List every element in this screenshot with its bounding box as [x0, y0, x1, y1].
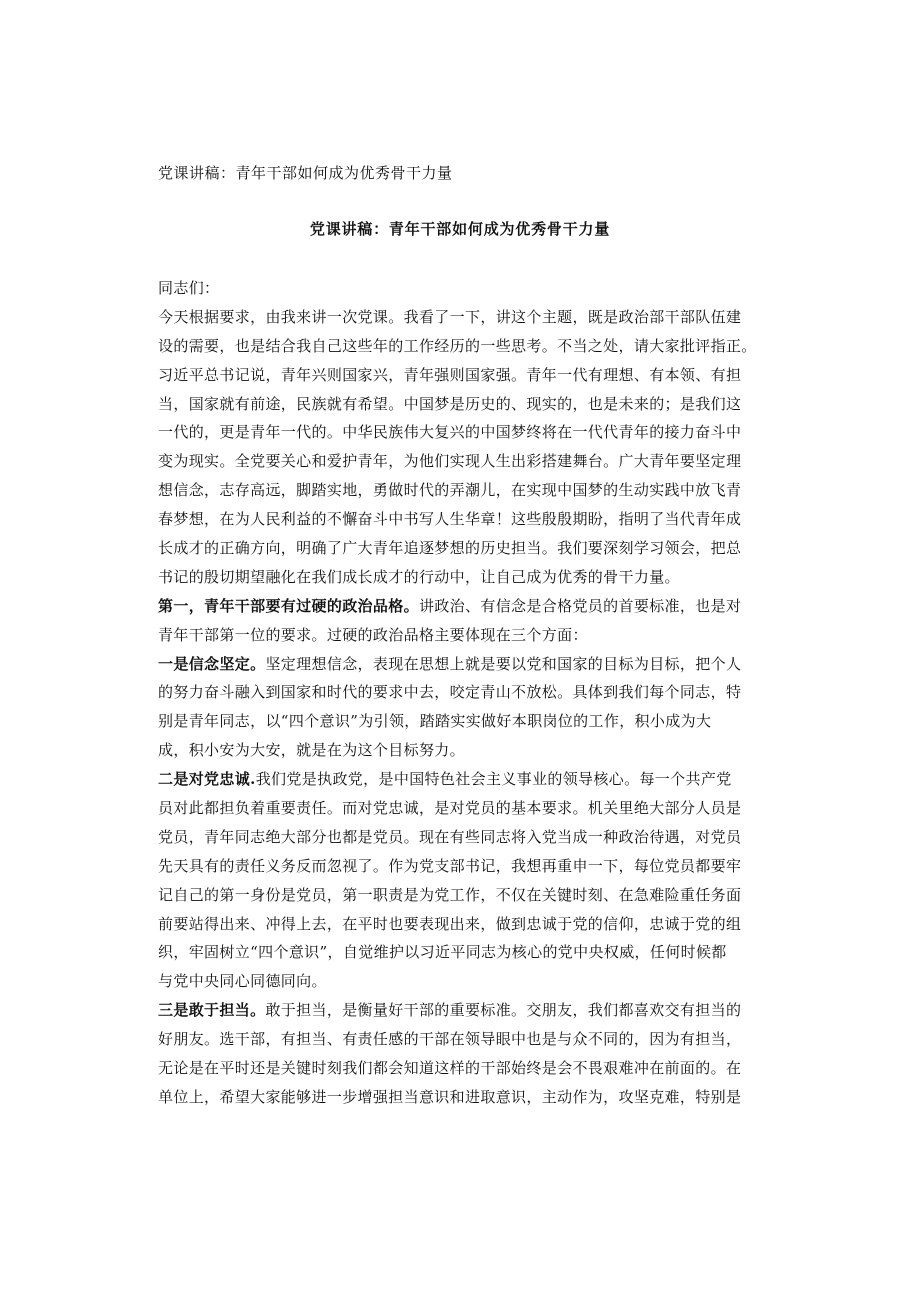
section-heading-1: 第一，青年干部要有过硬的政治品格。 [158, 596, 419, 615]
body-line [158, 505, 768, 534]
line-text: 员对此都担负着重要责任。而对党忠诚，是对党员的基本要求。机关里绝大部分人员是 [158, 799, 742, 818]
line-text: 成，积小安为大安，就是在为这个目标努力。 [158, 741, 466, 760]
line-text: 单位上，希望大家能够进一步增强担当意识和进取意识，主动作为，攻坚克难，特别是 [158, 1087, 742, 1106]
body-line [158, 390, 768, 419]
body-line [158, 274, 768, 303]
line-text: 我们党是执政党，是中国特色社会主义事业的领导核心。每一个共产党 [255, 770, 732, 789]
document-title: 党课讲稿：青年干部如何成为优秀骨干力量 [309, 220, 611, 238]
body-line [158, 1025, 768, 1054]
body-line [158, 361, 768, 390]
line-text: 长成才的正确方向，明确了广大青年追逐梦想的历史担当。我们要深刻学习领会，把总 [158, 539, 742, 558]
body-line [158, 794, 768, 823]
body-line [158, 563, 768, 592]
line-text: 习近平总书记说，青年兴则国家兴，青年强则国家强。青年一代有理想、有本领、有担 [158, 365, 742, 384]
line-text: 春梦想，在为人民利益的不懈奋斗中书写人生华章！这些殷殷期盼，指明了当代青年成 [158, 510, 742, 529]
body-line [158, 303, 768, 332]
subheading-line [158, 996, 768, 1025]
line-text: 坚定理想信念，表现在思想上就是要以党和国家的目标为目标，把个人 [265, 654, 742, 673]
document-header: 党课讲稿：青年干部如何成为优秀骨干力量 [158, 164, 453, 182]
line-text: 敢于担当，是衡量好干部的重要标准。交朋友，我们都喜欢交有担当的 [265, 1001, 742, 1020]
subheading-1: 一是信念坚定。 [158, 654, 266, 673]
line-text: 想信念，志存高远，脚踏实地，勇做时代的弄潮儿，在实现中国梦的生动实践中放飞青 [158, 481, 742, 500]
body-line [158, 621, 768, 650]
subheading-3: 三是敢于担当。 [158, 1001, 266, 1020]
line-text: 当，国家就有前途，民族就有希望。中国梦是历史的、现实的，也是未来的；是我们这 [158, 394, 742, 413]
body-line [158, 678, 768, 707]
line-text: 记自己的第一身份是党员，第一职责是为党工作，不仅在关键时刻、在急难险重任务面 [158, 885, 742, 904]
body-line [158, 967, 768, 996]
line-text: 书记的殷切期望融化在我们成长成才的行动中，让自己成为优秀的骨干力量。 [158, 567, 680, 586]
body-line [158, 938, 768, 967]
line-text: 今天根据要求，由我来讲一次党课。我看了一下，讲这个主题，既是政治部干部队伍建 [158, 307, 742, 326]
line-text: 青年干部第一位的要求。过硬的政治品格主要体现在三个方面： [158, 625, 588, 644]
body-line [158, 852, 768, 881]
line-text: 设的需要，也是结合我自己这些年的工作经历的一些思考。不当之处，请大家批评指正。 [158, 336, 757, 355]
body-line [158, 910, 768, 939]
line-text: 织，牢固树立“四个意识”，自觉维护以习近平同志为核心的党中央权威，任何时候都 [158, 943, 727, 962]
subheading-line [158, 650, 768, 679]
subheading-2: 二是对党忠诚. [158, 770, 256, 789]
line-text: 与党中央同心同德同向。 [158, 972, 327, 991]
body-line [158, 418, 768, 447]
line-text: 前要站得出来、冲得上去，在平时也要表现出来，做到忠诚于党的信仰，忠诚于党的组 [158, 914, 742, 933]
body-line [158, 736, 768, 765]
line-text: 同志们： [158, 279, 220, 297]
body-line [158, 476, 768, 505]
body-line [158, 1054, 768, 1083]
body-line [158, 534, 768, 563]
body-line [158, 1083, 768, 1112]
section-heading-line [158, 592, 768, 621]
document-body [158, 274, 768, 1112]
line-text: 党员，青年同志绝大部分也都是党员。现在有些同志将入党当成一种政治待遇，对党员 [158, 827, 742, 846]
body-line [158, 447, 768, 476]
subheading-line [158, 765, 768, 794]
line-text: 讲政治、有信念是合格党员的首要标准，也是对 [418, 596, 742, 615]
body-line [158, 823, 768, 852]
line-text: 无论是在平时还是关键时刻我们都会知道这样的干部始终是会不畏艰难冲在前面的。在 [158, 1059, 742, 1078]
line-text: 的努力奋斗融入到国家和时代的要求中去，咬定青山不放松。具体到我们每个同志，特 [158, 683, 742, 702]
line-text: 一代的，更是青年一代的。中华民族伟大复兴的中国梦终将在一代代青年的接力奋斗中 [158, 423, 742, 442]
body-line [158, 881, 768, 910]
line-text: 好朋友。选干部，有担当、有责任感的干部在领导眼中也是与众不同的，因为有担当， [158, 1030, 742, 1049]
body-line [158, 707, 768, 736]
body-line [158, 332, 768, 361]
line-text: 变为现实。全党要关心和爱护青年，为他们实现人生出彩搭建舞台。广大青年要坚定理 [158, 452, 742, 471]
line-text: 先天具有的责任义务反而忽视了。作为党支部书记，我想再重申一下，每位党员都要牢 [158, 856, 742, 875]
line-text: 别是青年同志，以“四个意识”为引领，踏踏实实做好本职岗位的工作，积小成为大 [158, 712, 712, 731]
